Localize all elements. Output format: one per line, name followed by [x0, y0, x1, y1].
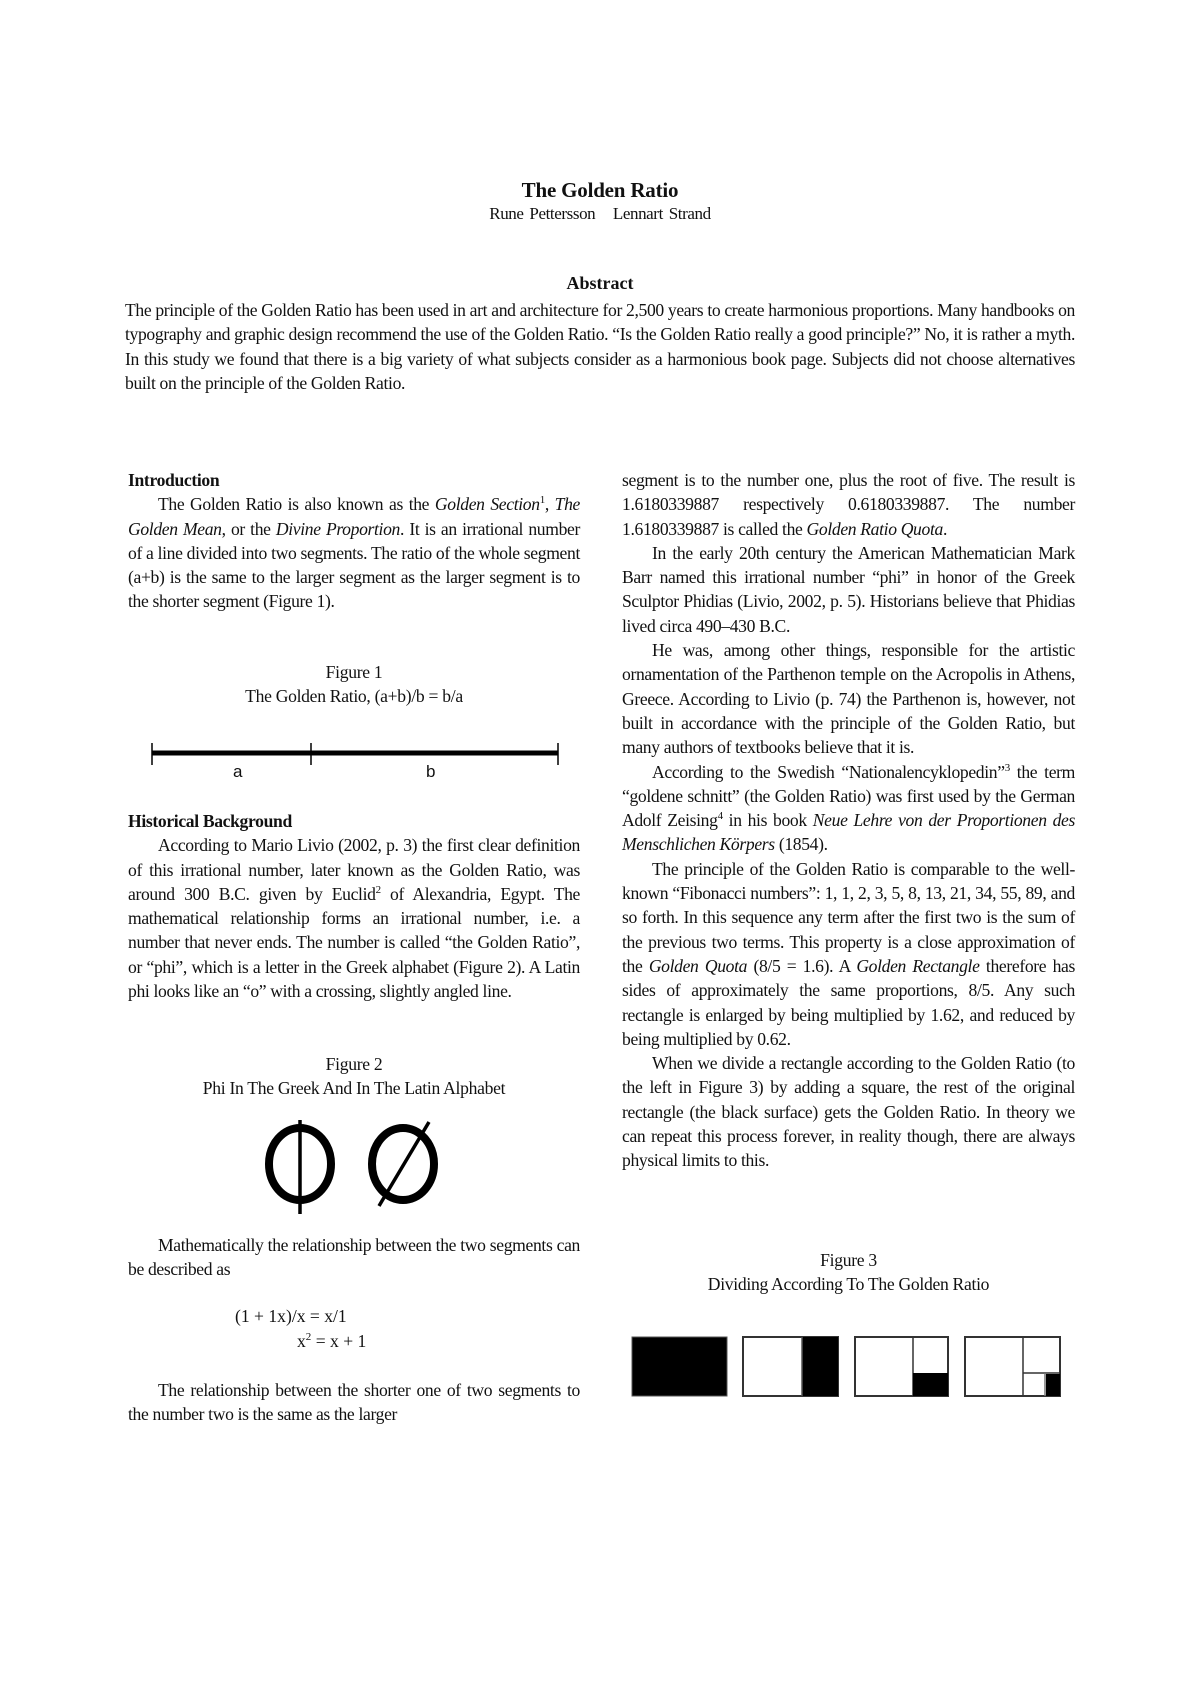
abstract-heading: Abstract	[566, 273, 634, 293]
text-run: , or the	[221, 518, 276, 539]
text-run: in his book	[722, 810, 813, 831]
text-run: .	[942, 518, 948, 539]
paper-title: The Golden Ratio	[521, 178, 679, 202]
figure-1-label: Figure 1	[325, 662, 383, 682]
right-paragraph-2: In the early 20th century the American Mathematician Mark Barr named this irrational number “phi” in honor of the Greek Sculptor Phidias (Livio, 2002, p. 5). Historians believe that Phidias lived circa 490–430 B.C.	[622, 542, 1075, 636]
left-column	[128, 468, 580, 614]
historical-section-cont	[128, 1233, 580, 1282]
segment-a-label: a	[233, 762, 243, 781]
historical-section-end	[128, 1378, 580, 1427]
figure-2-phi-glyphs	[255, 1118, 455, 1218]
text-run: . It is an irrational number of a line divided into two segments. The ratio of the whole segment (a+b) is the same to the larger segment as the larger segment is to the shorter segment (Figure 1).	[128, 518, 580, 612]
text-run: The principle of the Golden Ratio is comparable to the well-known “Fibonacci numbers”: 1, 1, 2, 3, 5, 8, 13, 21, 34, 55, 89, and so forth. In this sequence any term after the first two is the sum of the previous two terms. This property is a close approximation of the	[622, 858, 1075, 976]
historical-paragraph-2: Mathematically the relationship between the two segments can be described as	[128, 1235, 580, 1280]
footnote-marker[interactable]: 4	[717, 810, 723, 823]
text-run: According to the Swedish “Nationalencyklopedin”	[652, 761, 1005, 782]
figure-2-caption	[128, 1052, 580, 1101]
text-run: According to Mario Livio (2002, p. 3) the first clear definition of this irrational number, later known as the Golden Ratio, was around 300 B.C. given by Euclid	[128, 835, 580, 904]
text-run: therefore has sides of approximately the same proportions, 8/5. Any such rectangle is enlarged by being multiplied by 1.62, and reduced by being multiplied by 0.62.	[622, 955, 1076, 1049]
equation-text: x	[297, 1331, 306, 1351]
italic-term: Golden Ratio Quota	[806, 518, 943, 539]
text-run: the term “goldene schnitt” (the Golden Ratio) was first used by the German Adolf Zeising	[622, 761, 1075, 831]
text-run: ,	[544, 494, 555, 515]
historical-heading: Historical Background	[128, 811, 292, 831]
equation-exponent: 2	[305, 1331, 312, 1343]
italic-term: Golden Quota	[648, 955, 748, 976]
figure-3-label: Figure 3	[820, 1250, 877, 1270]
figure-3-golden-rectangles	[630, 1335, 1080, 1405]
footnote-marker[interactable]: 1	[539, 494, 545, 507]
footnote-marker[interactable]: 3	[1004, 761, 1010, 774]
figure-2-title: Phi In The Greek And In The Latin Alphabet	[202, 1078, 506, 1099]
figure-2-label: Figure 2	[325, 1054, 383, 1074]
italic-term: Golden Section	[434, 494, 540, 515]
figure-1-title: The Golden Ratio, (a+b)/b = b/a	[245, 686, 463, 707]
right-paragraph-6: When we divide a rectangle according to the Golden Ratio (to the left in Figure 3) by adding a square, the rest of the original rectangle (the black surface) gets the Golden Ratio. In theory we can repeat this process forever, in reality though, there are always physical limits to this.	[622, 1053, 1075, 1171]
historical-section	[128, 809, 580, 1003]
text-run: of Alexandria, Egypt. The mathematical relationship forms an irrational number, i.e. a number that never ends. The number is called “the Golden Ratio”, or “phi”, which is a letter in the Greek alphabet (Figure 2). A Latin phi looks like an “o” with a crossing, slightly angled line.	[128, 883, 580, 1002]
equation-1: (1 + 1x)/x = x/1	[235, 1306, 347, 1326]
segment-b-label: b	[426, 762, 436, 781]
right-paragraph-5	[622, 857, 1075, 1051]
italic-term: The Golden Mean	[128, 494, 580, 539]
text-run: The Golden Ratio is also known as the	[158, 494, 435, 515]
footnote-marker[interactable]: 2	[375, 883, 381, 896]
italic-term: Divine Proportion	[275, 518, 400, 539]
equation-text: = x + 1	[311, 1331, 367, 1351]
historical-paragraph-3: The relationship between the shorter one of two segments to the number two is the same as the larger	[128, 1380, 580, 1425]
text-run: (8/5 = 1.6). A	[747, 955, 857, 976]
figure-1-caption	[128, 660, 580, 709]
italic-term: Golden Rectangle	[856, 955, 980, 976]
figure-3-title: Dividing According To The Golden Ratio	[707, 1274, 990, 1295]
historical-paragraph-1	[128, 833, 580, 1003]
equation-2	[297, 1329, 366, 1353]
right-paragraph-3: He was, among other things, responsible for the artistic ornamentation of the Parthenon temple on the Acropolis in Athens, Greece. According to Livio (p. 74) the Parthenon is, however, not built in accordance with the principle of the Golden Ratio, but many authors of textbooks believe that it is.	[622, 640, 1075, 758]
introduction-heading: Introduction	[128, 470, 220, 490]
text-run: (1854).	[774, 834, 828, 855]
paper-authors: Rune Pettersson Lennart Strand	[489, 204, 711, 223]
figure-3-caption	[622, 1248, 1075, 1297]
right-paragraph-1	[622, 468, 1075, 541]
right-column	[622, 468, 1075, 1173]
figure-1-golden-line	[148, 738, 568, 788]
text-run: segment is to the number one, plus the root of five. The result is 1.6180339887 respectively 0.6180339887. The number 1.6180339887 is called the	[622, 470, 1075, 539]
right-paragraph-4	[622, 760, 1075, 857]
abstract-body: The principle of the Golden Ratio has been used in art and architecture for 2,500 years to create harmonious proportions. Many handbooks on typography and graphic design recommend the use of the Golden Ratio. “Is the Golden Ratio really a good principle?” No, it is rather a myth. In this study we found that there is a big variety of what subjects consider as a harmonious book page. Subjects did not choose alternatives built on the principle of the Golden Ratio.	[125, 300, 1075, 393]
italic-term: Neue Lehre von der Proportionen des Menschlichen Körpers	[622, 810, 1076, 855]
introduction-paragraph	[128, 492, 580, 613]
